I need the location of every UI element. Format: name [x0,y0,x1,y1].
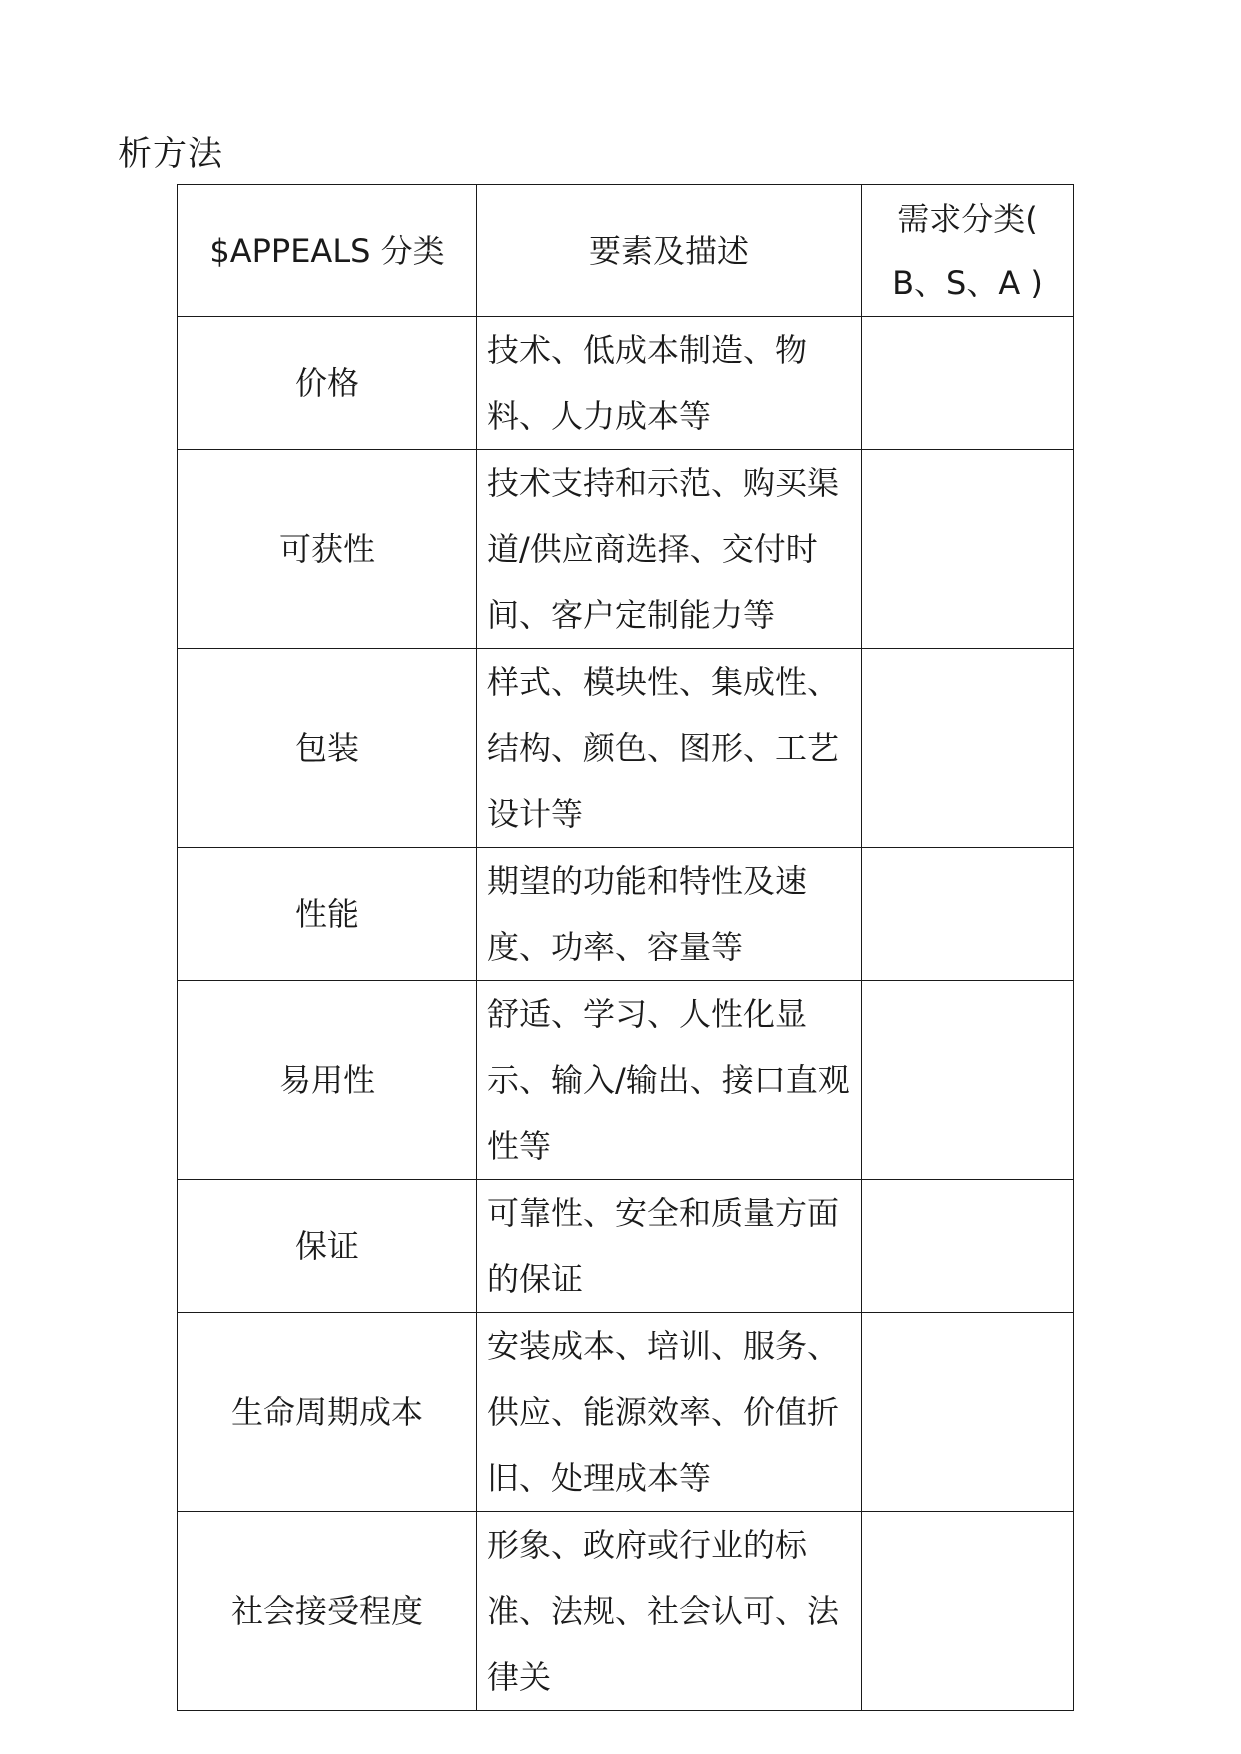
table-row [178,450,1074,649]
category-cell: 性能 [178,848,477,981]
table-row [178,1512,1074,1711]
table-row [178,649,1074,848]
need-cell[interactable] [862,317,1074,450]
description-cell: 舒适、学习、人性化显示、输入/输出、接口直观性等 [477,981,862,1180]
table-header-row [178,185,1074,317]
need-cell[interactable] [862,848,1074,981]
section-heading: 析方法 [118,134,223,174]
category-cell: 保证 [178,1180,477,1313]
header-need-class: 需求分类( B、S、A ) [862,185,1074,317]
table-row [178,1313,1074,1512]
description-cell: 技术支持和示范、购买渠道/供应商选择、交付时间、客户定制能力等 [477,450,862,649]
header-category: $APPEALS 分类 [178,185,477,317]
description-cell: 技术、低成本制造、物料、人力成本等 [477,317,862,450]
need-cell[interactable] [862,1180,1074,1313]
header-description: 要素及描述 [477,185,862,317]
description-cell: 形象、政府或行业的标准、法规、社会认可、法律关 [477,1512,862,1711]
appeals-table [177,184,1074,1711]
table-row [178,1180,1074,1313]
table-row [178,317,1074,450]
description-cell: 样式、模块性、集成性、结构、颜色、图形、工艺设计等 [477,649,862,848]
need-cell[interactable] [862,450,1074,649]
category-cell: 生命周期成本 [178,1313,477,1512]
description-cell: 可靠性、安全和质量方面的保证 [477,1180,862,1313]
table-row [178,848,1074,981]
need-cell[interactable] [862,1313,1074,1512]
category-cell: 包装 [178,649,477,848]
category-cell: 社会接受程度 [178,1512,477,1711]
category-cell: 易用性 [178,981,477,1180]
need-cell[interactable] [862,981,1074,1180]
need-cell[interactable] [862,649,1074,848]
description-cell: 期望的功能和特性及速度、功率、容量等 [477,848,862,981]
category-cell: 可获性 [178,450,477,649]
table-row [178,981,1074,1180]
category-cell: 价格 [178,317,477,450]
description-cell: 安装成本、培训、服务、供应、能源效率、价值折旧、处理成本等 [477,1313,862,1512]
need-cell[interactable] [862,1512,1074,1711]
